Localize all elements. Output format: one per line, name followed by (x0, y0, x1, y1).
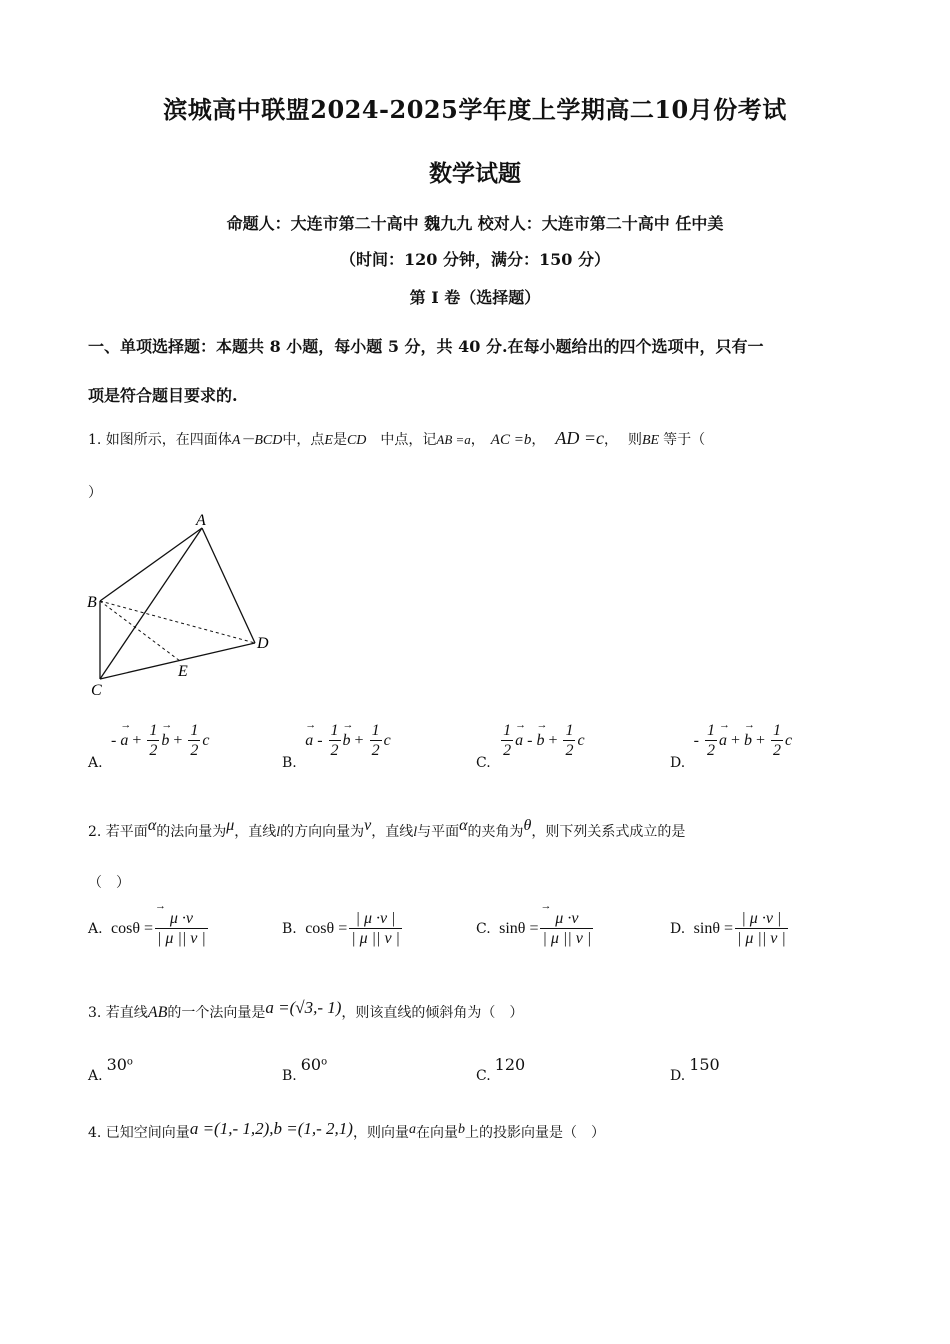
q1-option-d[interactable] (670, 722, 793, 772)
q2-option-b[interactable]: B. cosθ = $\frac{| \mu \cdot\nu |}{| \mu || \nu |}$ (282, 910, 400, 947)
q2-theta: θ (523, 817, 532, 834)
option-label: D. (670, 755, 686, 772)
q1-ac: AC =b (490, 432, 532, 448)
q2-close-paren: （ ） (88, 875, 130, 891)
section-instructions-line1: 一、单项选择题：本题共 8 小题，每小题 5 分，共 40 分.在每小题给出的四个选项中，只有一 (88, 337, 764, 356)
q3-option-a[interactable]: A.30$^o$ (88, 1055, 133, 1084)
q1-comma1: ， (470, 432, 485, 448)
q1-option-d-expr: - $\frac{1}{2}$ → a + → b + $\frac{1}{2}$ c (694, 732, 793, 749)
q3-option-d[interactable]: D.150 (670, 1055, 720, 1084)
q1-cd: CD (346, 433, 367, 448)
point-label-e: E (178, 663, 188, 680)
q2-alpha: α (147, 817, 157, 834)
q1-comma3: ， (603, 432, 618, 448)
option-label: A. (88, 755, 103, 772)
q1-mid2: 是 (332, 432, 347, 448)
q3-option-c[interactable]: C.120 (476, 1055, 526, 1084)
question-2-stem: 2. 若平面α的法向量为μ，直线l的方向向量为ν，直线l与平面α的夹角为θ，则下列关系式成立的是 (88, 817, 686, 840)
q1-comma2: ， (531, 432, 546, 448)
q1-mid3: 中点，记 (380, 432, 437, 448)
fraction: $\frac{1}{2}$ (503, 722, 512, 759)
q1-suffix: 等于（ (663, 432, 706, 448)
exam-authors: 命题人：大连市第二十高中 魏九九 校对人：大连市第二十高中 任中美 (226, 214, 724, 233)
q2-option-a[interactable]: A. cosθ = → $\frac{\mu \cdot\nu}{| \mu || \nu |}$ (88, 910, 210, 949)
fraction: $\frac{1}{2}$ (330, 722, 339, 759)
option-label: C. (476, 755, 491, 772)
q2-alpha2: α (459, 817, 468, 834)
q1-close-paren: ） (88, 485, 102, 501)
question-1-stem (88, 428, 705, 449)
fraction: $\frac{1}{2}$ (371, 722, 380, 759)
vertex-label-c: C (91, 682, 102, 699)
edge-ac (100, 528, 202, 679)
q4-vectors: a =(1,- 1,2),b =(1,- 2,1) (189, 1119, 353, 1138)
q1-option-b[interactable] (282, 722, 391, 772)
exam-volume: 第 I 卷（选择题） (409, 288, 541, 307)
q2-option-d[interactable]: D. sinθ = $\frac{| \mu \cdot\nu |}{| \mu || \nu |}$ (670, 910, 786, 947)
fraction: $\frac{1}{2}$ (149, 722, 158, 759)
q1-ab: AB =a (436, 432, 471, 447)
q1-option-b-expr: → a - $\frac{1}{2}$ → b + $\frac{1}{2}$ c (305, 732, 390, 749)
q3-ab: AB (147, 1004, 168, 1021)
q1-ad: AD =c (555, 428, 604, 448)
q2-nu: ν (364, 817, 372, 834)
q1-tetra: A－BCD (231, 433, 283, 448)
fraction: $\frac{1}{2}$ (565, 722, 574, 759)
edge-bd-dashed (100, 601, 255, 643)
q3-option-b[interactable]: B.60$^o$ (282, 1055, 328, 1084)
option-label: B. (282, 755, 297, 772)
question-4-stem: 4. 已知空间向量a =(1,- 1,2),b =(1,- 2,1)，则向量a在向量b上的投影向量是（ ） (88, 1119, 605, 1141)
q1-prefix: 1. 如图所示，在四面体 (88, 432, 232, 448)
section-instructions-line2: 项是符合题目要求的. (88, 386, 238, 405)
vertex-label-a: A (196, 512, 206, 529)
q1-option-a-expr: - → a + $\frac{1}{2}$ → b + $\frac{1}{2}$ c (111, 732, 210, 749)
q1-mid1: 中，点 (282, 432, 325, 448)
q1-mid4: 则 (627, 432, 642, 448)
tetrahedron-figure (80, 505, 280, 705)
question-3-stem: 3. 若直线AB的一个法向量是a =(√3,- 1)，则该直线的倾斜角为（ ） (88, 998, 524, 1021)
q3-vector: a =(√3,- 1) (265, 998, 342, 1017)
vertex-label-d: D (257, 635, 269, 652)
q1-be: BE (641, 433, 660, 448)
fraction: $\frac{1}{2}$ (706, 722, 715, 759)
q2-mu: μ (226, 817, 235, 834)
vertex-label-b: B (87, 594, 97, 611)
q1-option-c[interactable] (476, 722, 585, 772)
exam-subtitle: 数学试题 (429, 160, 521, 187)
q1-option-a[interactable] (88, 722, 210, 772)
fraction: $\frac{1}{2}$ (190, 722, 199, 759)
q1-point-e: E (324, 433, 333, 448)
segment-be-dashed (100, 601, 180, 661)
exam-title: 滨城高中联盟2024-2025学年度上学期高二10月份考试 (163, 95, 787, 124)
q1-option-c-expr: $\frac{1}{2}$ → a - → b + $\frac{1}{2}$ c (499, 732, 584, 749)
fraction: $\frac{1}{2}$ (773, 722, 782, 759)
edge-ab (100, 528, 202, 601)
exam-time-score: （时间：120 分钟，满分：150 分） (340, 250, 610, 269)
q2-option-c[interactable]: C. sinθ = → $\frac{\mu \cdot\nu}{| \mu || \nu |}$ (476, 910, 595, 949)
edge-ad (202, 528, 255, 643)
